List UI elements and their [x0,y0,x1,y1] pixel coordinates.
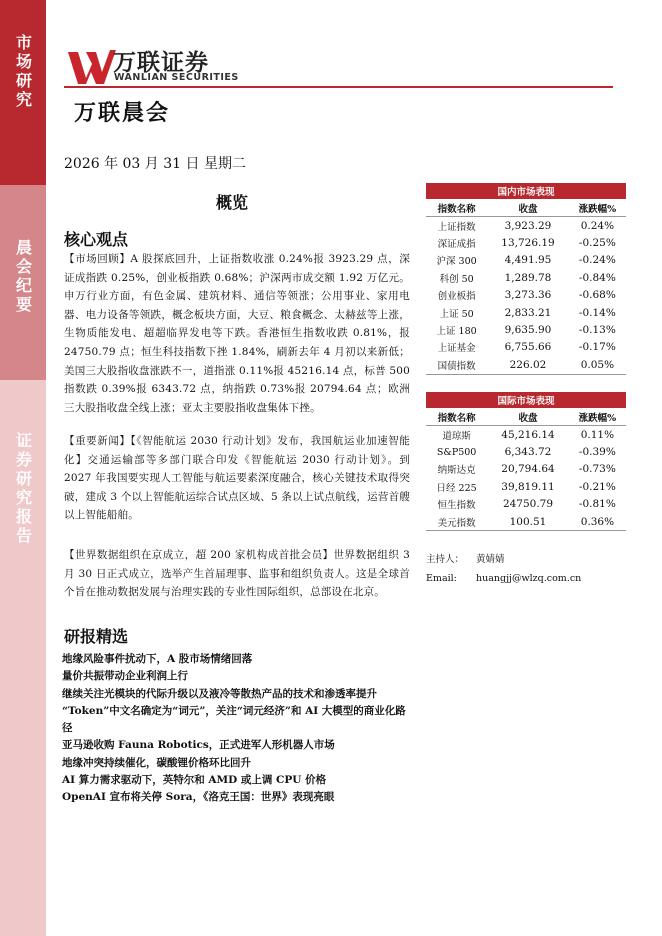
research-item[interactable]: AI 算力需求驱动下，英特尔和 AMD 或上调 CPU 价格 [62,774,327,787]
sidebar-label-report: 证券研究报告 [13,432,33,546]
index-name: 日经 225 [436,482,477,494]
host-label: 主持人： [426,554,465,565]
index-name: 恒生指数 [437,500,476,512]
sidebar-section-morning [0,185,46,380]
index-name: 上证 50 [439,308,474,320]
table-row [426,496,626,513]
table-row [426,513,626,531]
table-row [426,234,626,251]
index-close: 6,755.66 [504,341,552,354]
sidebar-label-morning: 晨会纪要 [13,239,33,315]
international-table-title: 国际市场表现 [426,392,626,408]
index-close: 4,491.95 [504,254,552,267]
host-name: 黄婧婧 [476,554,505,565]
table-row [426,478,626,495]
index-change: 0.05% [569,356,626,374]
table-header: 涨跌幅% [569,199,626,217]
email-link[interactable]: huangjj@wlzq.com.cn [476,573,582,584]
table-header: 收盘 [487,199,569,217]
table-row [426,443,626,460]
index-change: -0.39% [578,446,616,459]
index-change: -0.25% [578,237,616,250]
email-line [426,569,581,588]
research-item[interactable]: OpenAI 宣布将关停 Sora，《洛克王国：世界》表现亮眼 [62,791,335,804]
email-label: Email: [426,573,457,584]
news-paragraph-1: 【重要新闻】【《智能航运 2030 行动计划》发布，我国航运业加速智能化】交通运输部等多部门联合印发《智能航运 2030 行动计划》。到 2027 年我国要实现人工智能与航运要素深度融合，核心关键技术取得突破，建成 3 个以上智能航运综合试点区域、5 条以上试点航线，运营首艘以上智能船舶。 [64,435,410,522]
index-change: -0.14% [578,306,616,319]
table-row [426,252,626,269]
table-header: 指数名称 [426,408,487,426]
news-paragraph-2: 【世界数据组织在京成立，超 200 家机构成首批会员】世界数据组织 3 月 30 日正式成立，选举产生首届理事、监事和组织负责人。这是全球首个旨在推动数据发展与治理实践的专业性国际组织，总部设在北京。 [64,549,410,599]
index-name: 美元指数 [426,513,487,531]
report-date: 2026 年 03 月 31 日 星期二 [64,156,246,172]
table-header: 涨跌幅% [569,408,626,426]
index-name: 深证成指 [437,239,476,251]
research-item[interactable]: “Token”中文名确定为“词元”，关注“词元经济”和 AI 大模型的商业化路径 [62,704,406,735]
index-close: 13,726.19 [501,237,555,250]
index-change: -0.13% [578,324,616,337]
index-close: 45,216.14 [501,428,555,441]
research-item[interactable]: 量价共振带动企业利润上行 [62,670,188,683]
research-item[interactable]: 地缘冲突持续催化，碳酸锂价格环比回升 [62,756,251,769]
index-name: 纳斯达克 [437,465,476,477]
table-row [426,217,626,235]
index-name: 沪深 300 [436,256,477,268]
table-row [426,321,626,338]
index-change: -0.81% [578,498,616,511]
domestic-table-title: 国内市场表现 [426,183,626,199]
international-market-table [426,392,626,531]
host-line [426,550,581,569]
index-change: -0.84% [578,271,616,284]
index-name: 国债指数 [426,356,487,374]
table-row [426,339,626,356]
brand-name-en: WANLIAN SECURITIES [114,72,239,83]
index-name: 科创 50 [439,273,474,285]
index-close: 24750.79 [502,498,554,511]
research-item[interactable]: 继续关注光模块的代际升级以及液冷等散热产品的技术和渗透率提升 [62,687,377,700]
table-row [426,461,626,478]
index-name: 创业板指 [437,291,476,303]
index-close: 3,923.29 [504,219,552,232]
overview-heading: 概览 [216,193,249,212]
table-row [426,287,626,304]
research-heading: 研报精选 [64,627,129,646]
index-change: 0.24% [580,219,615,232]
index-close: 2,833.21 [504,306,552,319]
domestic-market-table [426,183,626,375]
header-rule [64,86,613,88]
table-row [426,356,626,374]
table-header: 指数名称 [426,199,487,217]
page-title: 万联晨会 [74,100,171,126]
table-row [426,426,626,444]
index-close: 39,819.11 [501,480,555,493]
research-item[interactable]: 地缘风险事件扰动下，A 股市场情绪回落 [62,653,253,665]
table-row [426,304,626,321]
index-close: 6,343.72 [504,446,552,459]
index-name: S&P500 [436,446,477,458]
index-change: -0.17% [578,341,616,354]
table-header: 收盘 [487,408,569,426]
index-change: -0.24% [578,254,616,267]
index-name: 道琼斯 [442,430,471,442]
sidebar-section-report [0,380,46,936]
market-review-paragraph: 【市场回顾】A 股探底回升，上证指数收涨 0.24%报 3923.29 点，深证成指跌 0.25%，创业板指跌 0.68%；沪深两市成交额 1.92 万亿元。申万行业方面，有色金属、建筑材料、通信等领涨；公用事业、家用电器、电力设备等领跌，概念板块方面，大豆、粮食概念、太赫兹等上涨，生物质能发电、超超临界发电等下跌。香港恒生指数收跌 0.81%，报 24750.79 点；恒生科技指数下挫 1.84%，刷新去年 4 月初以来新低；美国三大股指收盘涨跌不一，道指涨 0.11%报 45216.14 点，标普 500 指数跌 0.39%报 6343.72 点，纳指跌 0.73%报 20794.64 点；欧洲三大股指收盘全线上涨；亚太主要股指收盘集体下挫。 [64,253,410,414]
index-change: 0.36% [569,513,626,531]
sidebar-section-market [0,0,46,185]
sidebar [0,0,46,936]
sidebar-label-market: 市场研究 [13,34,33,110]
index-change: -0.68% [578,289,616,302]
table-row [426,269,626,286]
index-name: 上证 180 [436,326,477,338]
index-close: 100.51 [487,513,569,531]
index-change: 0.11% [580,428,615,441]
index-close: 226.02 [487,356,569,374]
index-name: 上证指数 [437,221,476,233]
index-change: -0.73% [578,463,616,476]
index-close: 20,794.64 [501,463,555,476]
index-change: -0.21% [578,480,616,493]
research-item[interactable]: 亚马逊收购 Fauna Robotics，正式进军人形机器人市场 [62,739,335,752]
index-name: 上证基金 [437,343,476,355]
index-close: 3,273.36 [504,289,552,302]
core-views-heading: 核心观点 [64,230,129,249]
author-block [426,550,581,588]
index-close: 1,289.78 [504,271,552,284]
research-list [62,651,412,807]
brand-name-cn: 万联证券 [113,50,209,76]
index-close: 9,635.90 [504,324,552,337]
